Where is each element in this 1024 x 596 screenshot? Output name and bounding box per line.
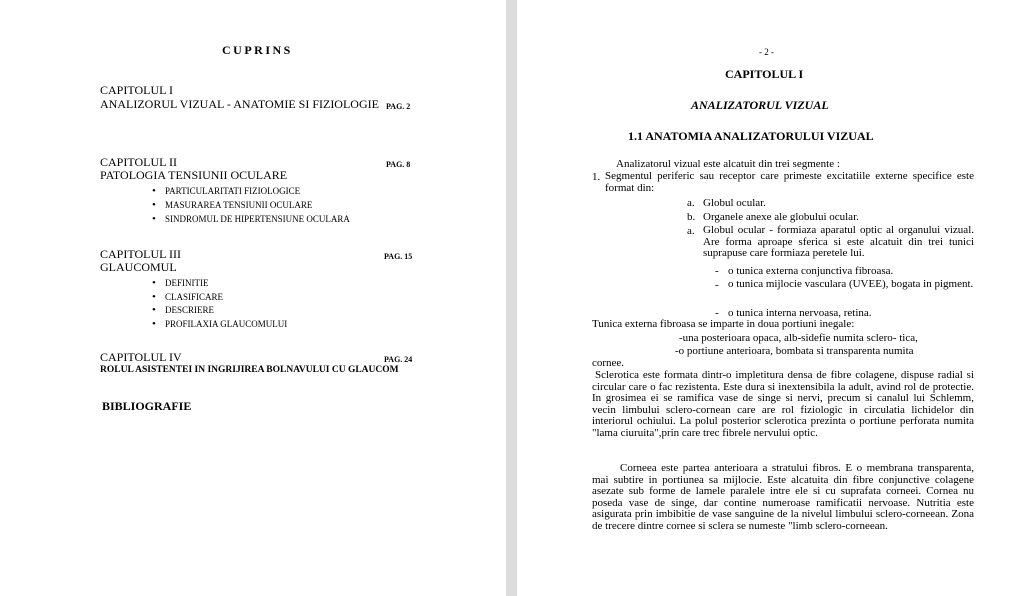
toc-chapter-3-item: • CLASIFICARE <box>165 291 223 304</box>
toc-chapter-2-page: PAG. 8 <box>386 160 411 169</box>
list-dash: - <box>715 265 719 277</box>
list-item-globul: Globul ocular. <box>703 197 766 209</box>
toc-bibliography: BIBLIOGRAFIE <box>102 399 192 413</box>
toc-chapter-4-page: PAG. 24 <box>384 355 413 364</box>
toc-chapter-4-title: ROLUL ASISTENTEI IN INGRIJIREA BOLNAVULUI CU GLAUCOM <box>100 365 399 375</box>
list-letter: b. <box>687 211 696 223</box>
tunic-item: o tunica externa conjunctiva fibroasa. <box>728 265 894 277</box>
toc-chapter-1-title: ANALIZORUL VIZUAL - ANATOMIE SI FIZIOLOGIE <box>100 97 379 111</box>
section-heading: 1.1 ANATOMIA ANALIZATORULUI VIZUAL <box>628 129 874 143</box>
toc-chapter-3-item: • DEFINITIE <box>165 277 209 290</box>
segment-1-text: Segmentul periferic sau receptor care primeste excitatiile externe specifice este format din: <box>605 170 974 194</box>
chapter-title: ANALIZATORUL VIZUAL <box>691 98 829 112</box>
tunic-item: o tunica mijlocie vasculara (UVEE), bogata in pigment. <box>728 278 974 290</box>
paragraph-cornee: cornee. <box>592 357 625 369</box>
intro-paragraph: Analizatorul vizual este alcatuit din trei segmente : <box>616 158 840 170</box>
list-letter: a. <box>687 197 695 209</box>
toc-chapter-3-item: • DESCRIERE <box>165 304 214 317</box>
chapter-heading: CAPITOLUL I <box>725 67 804 81</box>
paragraph-tunica: Tunica externa fibroasa se imparte in doua portiuni inegale: <box>592 318 855 330</box>
toc-chapter-1-label: CAPITOLUL I <box>100 83 173 97</box>
paragraph-anterioara: -o portiune anterioara, bombata si transparenta numita <box>675 345 914 357</box>
toc-chapter-2-item: • PARTICULARITATI FIZIOLOGICE <box>165 185 300 198</box>
list-letter: a. <box>687 225 695 237</box>
paragraph-sclerotica: Sclerotica este formata dintr-o impletitura densa de fibre colagene, dispuse radial si circular care o fac rezistenta. Este dura si inextensibila la adult, avind rol de protectie. In grosimea ei se ramifica vase de singe si nervi, precum si canalul lui Schlemm, vecin limbului sclero-cornean care are rol fiziologic in circulatia lichidelor din interiorul ochiului. La polul posterior sclerotica prezinta o portiune perforata numita "lama ciuruita",prin care trec fibrele nervului optic. <box>592 369 974 439</box>
segment-number: 1. <box>592 171 601 183</box>
toc-chapter-3-page: PAG. 15 <box>384 252 413 261</box>
content-page <box>517 0 1024 596</box>
toc-chapter-3-label: CAPITOLUL III <box>100 247 181 261</box>
list-dash: - <box>715 279 719 291</box>
list-item-globul-description: Globul ocular - formiaza aparatul optic al organului vizual. Are forma aproape sferica si este alcatuit din trei tunici suprapuse care formiaza peretele lui. <box>703 224 974 259</box>
paragraph-opaca: -una posterioara opaca, alb-sidefie numita sclero- tica, <box>679 332 918 344</box>
toc-chapter-3-item: • PROFILAXIA GLAUCOMULUI <box>165 318 287 331</box>
toc-chapter-2-item: • SINDROMUL DE HIPERTENSIUNE OCULARA <box>165 213 350 226</box>
toc-chapter-2-label: CAPITOLUL II <box>100 155 177 169</box>
toc-title: CUPRINS <box>222 43 293 57</box>
page-number: - 2 - <box>759 47 774 57</box>
toc-page <box>0 0 506 596</box>
tunic-item: o tunica interna nervoasa, retina. <box>728 307 872 319</box>
toc-chapter-1-page: PAG. 2 <box>386 102 411 111</box>
toc-chapter-2-item: • MASURAREA TENSIUNII OCULARE <box>165 199 312 212</box>
toc-chapter-3-title: GLAUCOMUL <box>100 260 177 274</box>
toc-chapter-2-title: PATOLOGIA TENSIUNII OCULARE <box>100 168 288 182</box>
paragraph-corneea: Corneea este partea anterioara a stratului fibros. E o membrana transparenta, mai subtire in portiunea sa mijlocie. Este alcatuita din fibre conjunctive colagene asezate sub forme de lamele paralele intre ele si cu suprafata corneei. Cornea nu poseda vase de singe, dar contine numeroase ramificatii nervoase. Nutritia este asigurata prin imbibitie de vase sanguine de la nivelul limbului sclero-corneean. Zona de trecere dintre cornee si sclera se numeste "limb sclero-corneean. <box>592 462 974 532</box>
list-item-organele: Organele anexe ale globului ocular. <box>703 211 859 223</box>
list-dash: - <box>715 307 719 319</box>
toc-chapter-4-label: CAPITOLUL IV <box>100 350 182 364</box>
